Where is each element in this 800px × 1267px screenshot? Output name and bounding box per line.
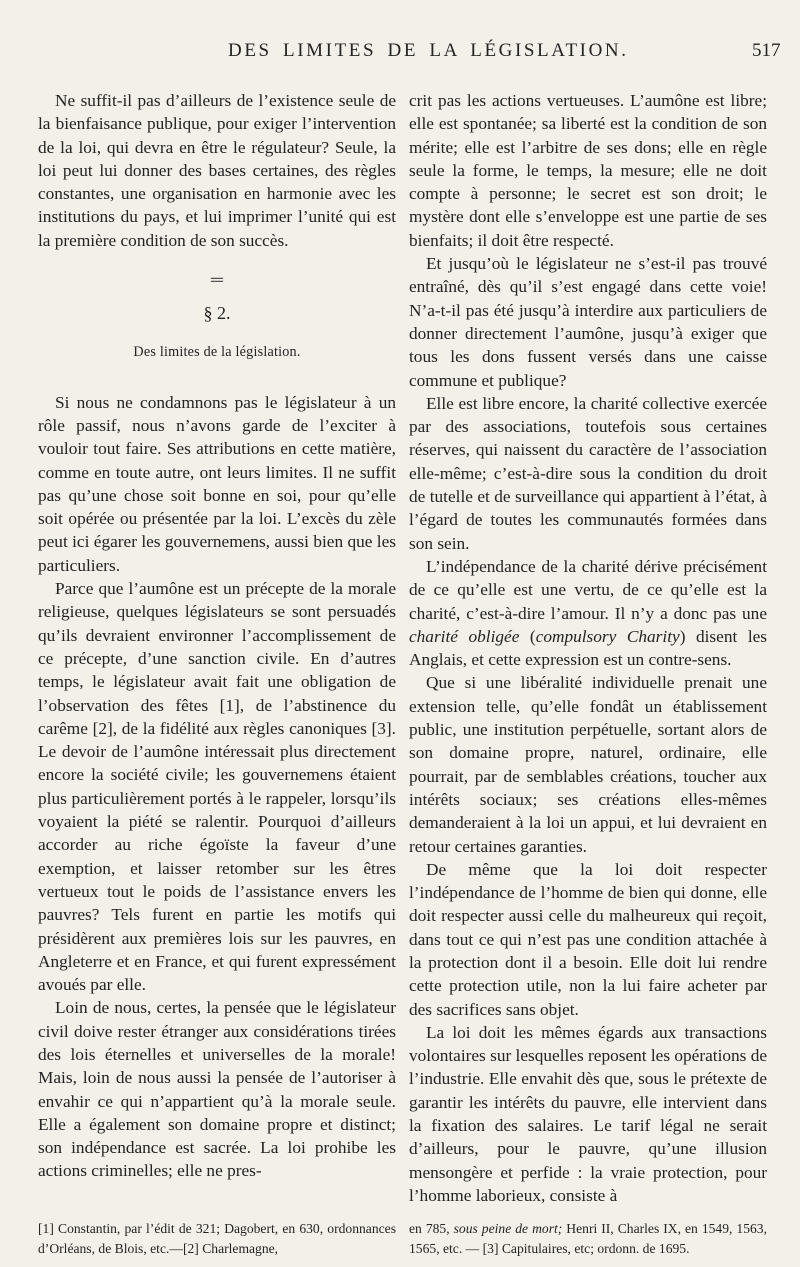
text-run: ( (519, 626, 536, 646)
section-ornament: ═ (210, 270, 224, 290)
footnote: [1] Constantin, par l’édit de 321; Dagobert, en 630, ordonnances d’Orléans, de Blois, etc.—[2] Charlemagne, (38, 1221, 396, 1256)
text-run: ) disent les Anglais, et cette expression est un contre-sens. (409, 626, 768, 670)
section-number: § 2. (203, 303, 231, 324)
right-column (409, 89, 767, 1207)
paragraph: Et jusqu’où le législateur ne s’est-il pas trouvé entraîné, dès qu’il s’est engagé dans cette voie! N’a-t-il pas été jusqu’à interdire aux particuliers de donner directement l’aumône, jusqu’à exiger que tous les dons fussent versés dans une caisse commune et publique? (409, 254, 767, 390)
page-header (0, 40, 800, 70)
paragraph: Parce que l’aumône est un précepte de la morale religieuse, quelques législateurs se sont persuadés qu’ils devraient environner l’accomplissement de ce précepte, d’une sanction civile. En d’autres temps, le législateur avait fait une obligation de l’observation des fêtes [1], de l’abstinence du carême [2], de la fidélité aux règles canoniques [3]. Le devoir de l’aumône intéressait plus directement encore la société civile; les gouvernemens étaient plus particulièrement portés à le rappeler, lorsqu’ils voyaient la piété se ralentir. Pourquoi d’ailleurs accorder au riche égoïste la faveur d’une exemption, et laisser retomber sur les êtres vertueux tout le poids de l’assistance envers les pauvres? Tels furent en partie les motifs qui présidèrent aux premières lois sur les pauvres, en Angleterre et en France, et qui furent expressément avoués par elle. (38, 579, 396, 995)
italic-term: compulsory Charity (535, 626, 680, 646)
italic-term: charité obligée (409, 626, 520, 646)
running-head: DES LIMITES DE LA LÉGISLATION. (228, 40, 629, 61)
footnotes-right (409, 1219, 767, 1259)
section-title: Des limites de la législation. (133, 344, 301, 361)
paragraph: La loi doit les mêmes égards aux transactions volontaires sur lesquelles reposent les opérations de l’industrie. Elle envahit dès que, sous le prétexte de garantir les intérêts du pauvre, elle intervient dans la fixation des salaires. Le tarif légal ne serait d’ailleurs, pour le pauvre, qu’une illusion mensongère et perfide : la vraie protection, pour l’homme laborieux, consiste à (409, 1022, 768, 1205)
text-run: Henri II, Charles IX, en 1549, 1563, 1565, etc. — [3] Capitulaires, etc; ordonn. de 1695. (409, 1221, 767, 1256)
italic-term: sous peine de mort; (453, 1221, 563, 1236)
page-number: 517 (752, 40, 781, 61)
paragraph: Elle est libre encore, la charité collective exercée par des associations, toutefois sous certaines réserves, qui naissent du caractère de l’association elle-même; c’est-à-dire sous la condition du droit de tutelle et de surveillance qui appartient à l’état, à l’égard de toutes les communautés formées dans son sein. (409, 393, 767, 553)
text-run: en 785, (409, 1221, 454, 1236)
paragraph: Que si une libéralité individuelle prenait une extension telle, qu’elle fondât un établissement public, une institution perpétuelle, sortant alors de son domaine propre, naturel, ordinaire, elle pourrait, par de semblables créations, toucher aux intérêts sociaux; ses créations elles-mêmes demanderaient à la loi un appui, et lui devraient en retour certaines garanties. (409, 673, 767, 856)
paragraph: De même que la loi doit respecter l’indépendance de l’homme de bien qui donne, elle doit respecter aussi celle du malheureux qui reçoit, dans tout ce qui n’est pas une condition attachée à la protection dont il a besoin. Elle doit lui rendre cette protection utile, non la lui faire acheter par des sacrifices sans objet. (409, 859, 767, 1019)
paragraph (409, 555, 767, 671)
footnotes-left (38, 1219, 396, 1259)
paragraph: Loin de nous, certes, la pensée que le législateur civil doive rester étranger aux considérations tirées des lois éternelles et universelles de la morale! Mais, loin de nous aussi la pensée de l’autoriser à envahir ce qui n’appartient qu’à la morale seule. Elle a également son domaine propre et distinct; son indépendance est sacrée. La loi prohibe les actions criminelles; elle ne pres- (38, 998, 396, 1181)
paragraph: Si nous ne condamnons pas le législateur à un rôle passif, nous n’avons garde de l’exciter à vouloir tout faire. Ses attributions en cette matière, comme en toute autre, ont leurs limites. Il ne suffit pas qu’une chose soit bonne en soi, pour qu’elle soit opérée ou présentée par la loi. L’excès du zèle peut ici égarer les gouvernemens, aussi bien que les particuliers. (38, 392, 396, 575)
left-column (38, 89, 396, 1183)
text-run: L’indépendance de la charité dérive précisément de ce qu’elle est une vertu, de ce qu’elle est la charité, c’est-à-dire l’amour. Il n’y a donc pas une (409, 556, 767, 623)
paragraph: Ne suffit-il pas d’ailleurs de l’existence seule de la bienfaisance publique, pour exiger l’intervention de la loi, qui devra en être le régulateur? Seule, la loi peut lui donner des bases certaines, des règles constantes, une organisation en harmonie avec les institutions du pays, et lui imprimer l’unité qui est la première condition de son succès. (38, 91, 396, 250)
paragraph: crit pas les actions vertueuses. L’aumône est libre; elle est spontanée; sa liberté est la condition de son mérite; elle est l’arbitre de ses dons; elle en règle seule la forme, le temps, la mesure; elle ne doit compte à personne; le secret est son droit; le mystère dont elle s’enveloppe est une partie de ses bienfaits; il doit être respecté. (409, 91, 767, 250)
footnote (409, 1219, 767, 1259)
